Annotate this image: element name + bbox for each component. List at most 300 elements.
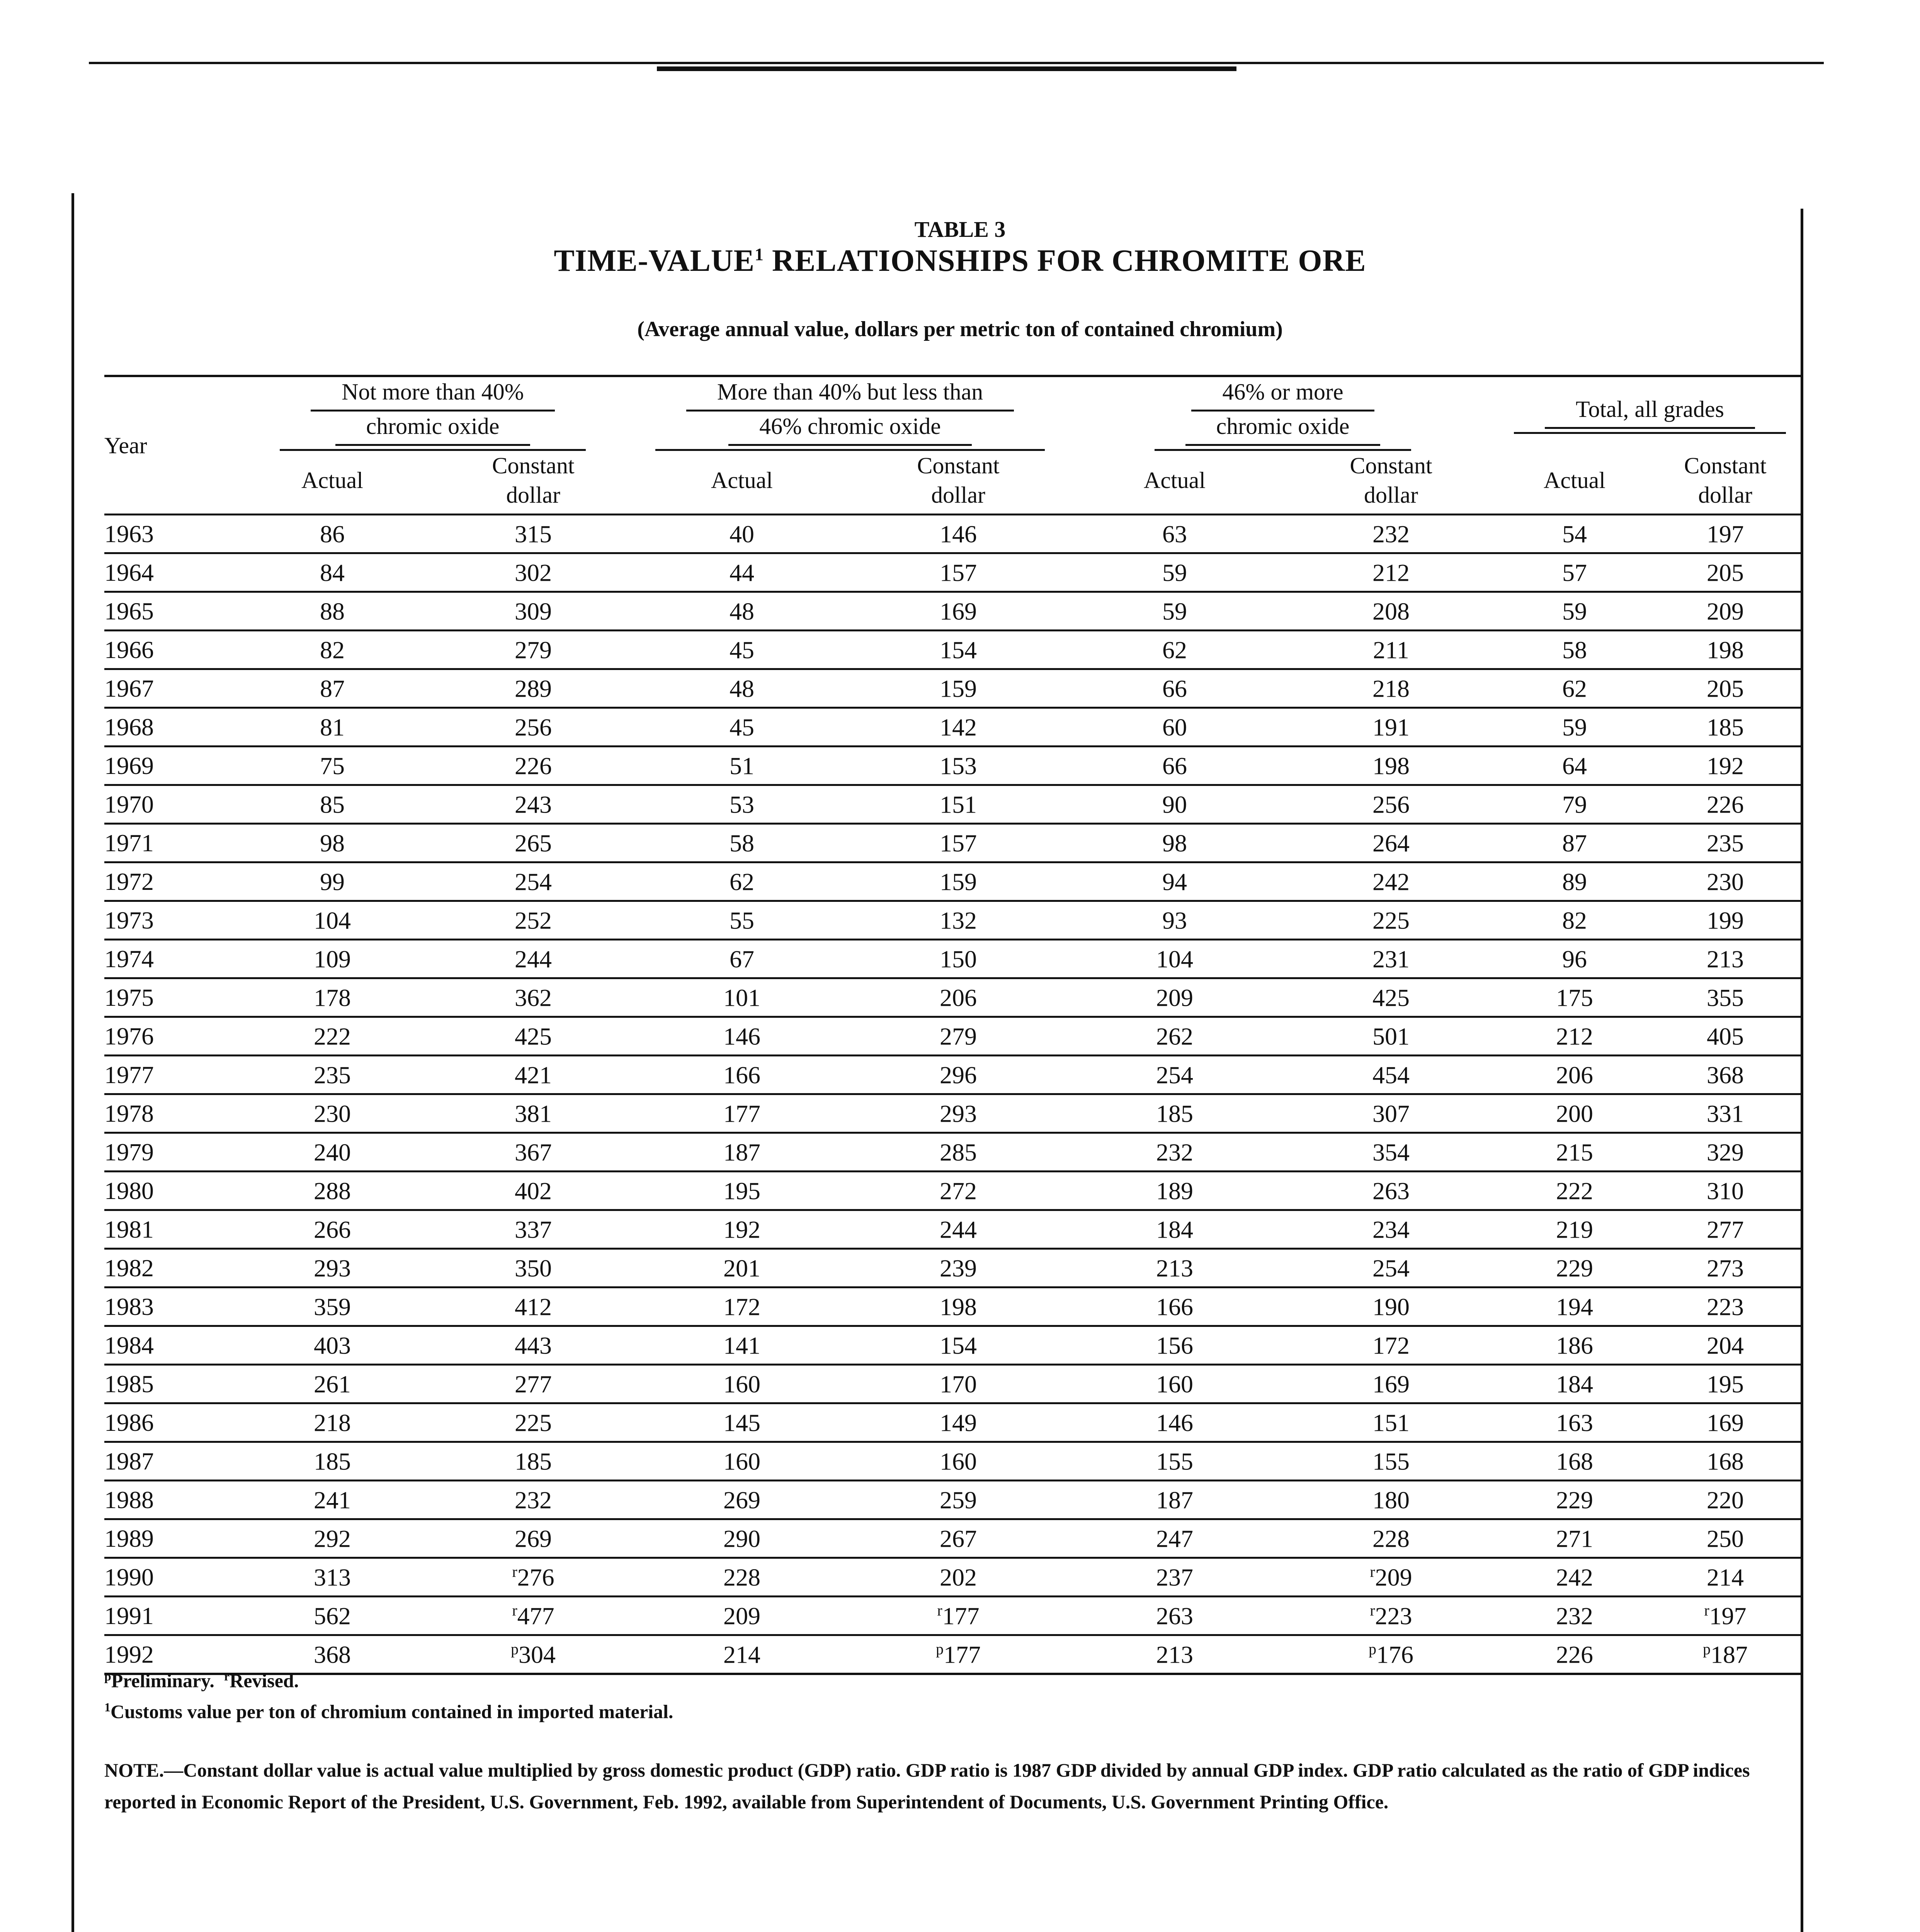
value-text: 159 bbox=[940, 868, 977, 896]
value-text: 62 bbox=[730, 868, 754, 896]
value-text: 239 bbox=[940, 1254, 977, 1282]
value-text: 425 bbox=[1372, 984, 1410, 1012]
value-cell bbox=[1499, 747, 1650, 785]
value-text: 90 bbox=[1162, 791, 1187, 818]
table-label: TABLE 3 bbox=[914, 217, 1006, 242]
value-cell bbox=[850, 1249, 1066, 1287]
value-text: 244 bbox=[940, 1216, 977, 1243]
value-text: 199 bbox=[1707, 906, 1744, 934]
value-text: 155 bbox=[1372, 1447, 1410, 1475]
value-text: 157 bbox=[940, 829, 977, 857]
value-text: 185 bbox=[515, 1447, 552, 1475]
value-text: 159 bbox=[940, 675, 977, 702]
value-text: 187 bbox=[1156, 1486, 1193, 1514]
value-cell bbox=[433, 553, 634, 592]
value-cell bbox=[1066, 978, 1283, 1017]
year-cell: 1967 bbox=[104, 669, 232, 708]
value-cell bbox=[850, 1442, 1066, 1481]
table-row bbox=[104, 1481, 1801, 1519]
value-text: 264 bbox=[1372, 829, 1410, 857]
value-cell bbox=[634, 1481, 850, 1519]
value-text: 443 bbox=[515, 1332, 552, 1359]
actual-header: Actual bbox=[711, 468, 773, 493]
value-text: 99 bbox=[320, 868, 345, 896]
value-cell bbox=[1066, 1326, 1283, 1365]
value-cell bbox=[232, 553, 433, 592]
value-cell bbox=[1650, 1326, 1801, 1365]
value-cell bbox=[1283, 1635, 1499, 1674]
table-row bbox=[104, 1519, 1801, 1558]
value-cell bbox=[850, 592, 1066, 631]
value-cell bbox=[1499, 824, 1650, 862]
actual-header: Actual bbox=[301, 468, 363, 493]
value-cell bbox=[1283, 1481, 1499, 1519]
value-cell bbox=[1283, 708, 1499, 747]
value-text: 63 bbox=[1162, 520, 1187, 548]
value-cell bbox=[1283, 1056, 1499, 1094]
value-text: 195 bbox=[1707, 1370, 1744, 1398]
value-cell bbox=[850, 515, 1066, 553]
constant-dollar-header: Constant dollar bbox=[1684, 453, 1767, 508]
value-cell bbox=[1283, 592, 1499, 631]
value-cell bbox=[1650, 1249, 1801, 1287]
value-cell bbox=[433, 631, 634, 669]
value-cell bbox=[1283, 553, 1499, 592]
value-text: 168 bbox=[1556, 1447, 1593, 1475]
value-cell bbox=[850, 631, 1066, 669]
value-cell bbox=[232, 669, 433, 708]
value-cell bbox=[1066, 1094, 1283, 1133]
value-cell bbox=[634, 1519, 850, 1558]
table-row bbox=[104, 592, 1801, 631]
value-text: 350 bbox=[515, 1254, 552, 1282]
value-text: 359 bbox=[314, 1293, 351, 1321]
table-title-footnote-mark: 1 bbox=[755, 244, 764, 264]
value-cell bbox=[634, 708, 850, 747]
value-text: 313 bbox=[314, 1563, 351, 1591]
value-cell bbox=[634, 1442, 850, 1481]
left-margin-bar bbox=[71, 193, 74, 1932]
value-cell bbox=[1499, 785, 1650, 824]
value-text: 195 bbox=[723, 1177, 760, 1205]
value-text: 272 bbox=[940, 1177, 977, 1205]
value-text: 292 bbox=[314, 1525, 351, 1553]
actual-header: Actual bbox=[1544, 468, 1605, 493]
value-text: 232 bbox=[515, 1486, 552, 1514]
value-cell bbox=[850, 553, 1066, 592]
value-cell bbox=[850, 1017, 1066, 1056]
value-cell bbox=[433, 940, 634, 978]
value-cell bbox=[232, 1481, 433, 1519]
value-cell bbox=[433, 1287, 634, 1326]
value-text: 230 bbox=[314, 1100, 351, 1128]
value-cell bbox=[1283, 1365, 1499, 1403]
value-text: 104 bbox=[1156, 945, 1193, 973]
value-cell bbox=[1066, 669, 1283, 708]
value-text: 88 bbox=[320, 597, 345, 625]
value-cell bbox=[433, 1403, 634, 1442]
value-text: 263 bbox=[1372, 1177, 1410, 1205]
value-text: 192 bbox=[1707, 752, 1744, 780]
year-cell: 1990 bbox=[104, 1558, 232, 1597]
value-text: 223 bbox=[1375, 1602, 1412, 1630]
value-cell bbox=[1283, 901, 1499, 940]
value-text: 176 bbox=[1376, 1641, 1413, 1668]
value-cell bbox=[433, 1249, 634, 1287]
value-cell bbox=[634, 940, 850, 978]
value-text: 501 bbox=[1372, 1022, 1410, 1050]
value-cell bbox=[634, 1597, 850, 1635]
value-cell bbox=[1066, 515, 1283, 553]
value-cell bbox=[1066, 862, 1283, 901]
value-cell bbox=[1499, 1558, 1650, 1597]
year-cell: 1978 bbox=[104, 1094, 232, 1133]
table-row bbox=[104, 862, 1801, 901]
value-text: 169 bbox=[940, 597, 977, 625]
value-cell bbox=[1499, 1597, 1650, 1635]
value-cell bbox=[1283, 1017, 1499, 1056]
value-cell bbox=[634, 1635, 850, 1674]
value-cell bbox=[634, 1172, 850, 1210]
value-text: 206 bbox=[940, 984, 977, 1012]
value-text: 214 bbox=[723, 1641, 760, 1668]
value-cell bbox=[232, 515, 433, 553]
year-cell: 1991 bbox=[104, 1597, 232, 1635]
table-row bbox=[104, 1056, 1801, 1094]
value-cell bbox=[850, 1558, 1066, 1597]
value-cell bbox=[433, 1481, 634, 1519]
table-row bbox=[104, 1017, 1801, 1056]
value-cell bbox=[1066, 1017, 1283, 1056]
table-row bbox=[104, 669, 1801, 708]
value-text: 254 bbox=[1156, 1061, 1193, 1089]
year-cell: 1969 bbox=[104, 747, 232, 785]
value-text: 163 bbox=[1556, 1409, 1593, 1437]
value-cell bbox=[232, 1210, 433, 1249]
value-text: 160 bbox=[723, 1370, 760, 1398]
value-cell bbox=[433, 1558, 634, 1597]
value-text: 186 bbox=[1556, 1332, 1593, 1359]
table-row bbox=[104, 1094, 1801, 1133]
value-cell bbox=[232, 631, 433, 669]
table-row bbox=[104, 901, 1801, 940]
value-cell bbox=[1499, 553, 1650, 592]
table-row bbox=[104, 1133, 1801, 1172]
value-text: 315 bbox=[515, 520, 552, 548]
value-cell bbox=[850, 1365, 1066, 1403]
value-cell bbox=[433, 785, 634, 824]
value-text: 202 bbox=[940, 1563, 977, 1591]
value-text: 228 bbox=[1372, 1525, 1410, 1553]
year-cell: 1966 bbox=[104, 631, 232, 669]
value-cell bbox=[433, 1326, 634, 1365]
value-cell bbox=[1283, 631, 1499, 669]
value-cell bbox=[1283, 1519, 1499, 1558]
year-cell: 1965 bbox=[104, 592, 232, 631]
value-cell bbox=[1499, 1133, 1650, 1172]
value-cell bbox=[1283, 1094, 1499, 1133]
value-text: 154 bbox=[940, 636, 977, 664]
value-cell bbox=[634, 1017, 850, 1056]
value-text: 235 bbox=[314, 1061, 351, 1089]
value-cell bbox=[1283, 978, 1499, 1017]
value-text: 184 bbox=[1556, 1370, 1593, 1398]
value-cell bbox=[634, 978, 850, 1017]
footnote-mark: p bbox=[1703, 1640, 1711, 1658]
value-text: 208 bbox=[1372, 597, 1410, 625]
value-cell bbox=[634, 1056, 850, 1094]
year-cell: 1980 bbox=[104, 1172, 232, 1210]
value-text: 79 bbox=[1562, 791, 1587, 818]
value-text: 151 bbox=[1372, 1409, 1410, 1437]
year-cell: 1968 bbox=[104, 708, 232, 747]
value-text: 89 bbox=[1562, 868, 1587, 896]
value-cell bbox=[1066, 824, 1283, 862]
value-cell bbox=[634, 785, 850, 824]
value-text: 229 bbox=[1556, 1254, 1593, 1282]
value-cell bbox=[850, 1287, 1066, 1326]
value-cell bbox=[433, 1519, 634, 1558]
value-cell bbox=[433, 1172, 634, 1210]
value-cell bbox=[850, 1094, 1066, 1133]
footnote-mark: p bbox=[511, 1640, 519, 1658]
value-cell bbox=[232, 940, 433, 978]
table-row bbox=[104, 708, 1801, 747]
value-cell bbox=[1066, 1519, 1283, 1558]
table-subtitle: (Average annual value, dollars per metric ton of contained chromium) bbox=[637, 317, 1283, 341]
value-cell bbox=[1066, 1287, 1283, 1326]
value-text: 209 bbox=[1375, 1563, 1412, 1591]
value-text: 209 bbox=[723, 1602, 760, 1630]
value-text: 296 bbox=[940, 1061, 977, 1089]
value-cell bbox=[634, 1287, 850, 1326]
value-text: 212 bbox=[1556, 1022, 1593, 1050]
value-text: 223 bbox=[1707, 1293, 1744, 1321]
value-cell bbox=[433, 1365, 634, 1403]
footnote-mark: r bbox=[937, 1601, 942, 1619]
value-cell bbox=[850, 669, 1066, 708]
value-cell bbox=[850, 785, 1066, 824]
value-cell bbox=[232, 824, 433, 862]
value-text: 59 bbox=[1562, 597, 1587, 625]
value-text: 259 bbox=[940, 1486, 977, 1514]
value-cell bbox=[850, 1056, 1066, 1094]
value-text: 211 bbox=[1373, 636, 1409, 664]
value-text: 263 bbox=[1156, 1602, 1193, 1630]
year-cell: 1983 bbox=[104, 1287, 232, 1326]
value-cell bbox=[1283, 1558, 1499, 1597]
year-cell: 1985 bbox=[104, 1365, 232, 1403]
value-text: 154 bbox=[940, 1332, 977, 1359]
value-cell bbox=[634, 1558, 850, 1597]
value-text: 204 bbox=[1707, 1332, 1744, 1359]
value-text: 234 bbox=[1372, 1216, 1410, 1243]
value-cell bbox=[1066, 631, 1283, 669]
table-row bbox=[104, 1172, 1801, 1210]
value-cell bbox=[232, 862, 433, 901]
value-cell bbox=[1066, 901, 1283, 940]
group-header-total: Total, all grades bbox=[1499, 376, 1801, 451]
value-cell bbox=[1499, 515, 1650, 553]
value-cell bbox=[1499, 1365, 1650, 1403]
value-text: 261 bbox=[314, 1370, 351, 1398]
value-cell bbox=[1283, 1326, 1499, 1365]
value-text: 166 bbox=[1156, 1293, 1193, 1321]
value-text: 178 bbox=[314, 984, 351, 1012]
value-text: 185 bbox=[314, 1447, 351, 1475]
value-text: 82 bbox=[1562, 906, 1587, 934]
value-text: 66 bbox=[1162, 675, 1187, 702]
value-text: 218 bbox=[314, 1409, 351, 1437]
value-cell bbox=[1650, 978, 1801, 1017]
value-text: 337 bbox=[515, 1216, 552, 1243]
value-cell bbox=[1650, 1172, 1801, 1210]
year-cell: 1964 bbox=[104, 553, 232, 592]
value-cell bbox=[1499, 862, 1650, 901]
value-cell bbox=[1066, 1635, 1283, 1674]
value-cell bbox=[433, 1597, 634, 1635]
value-cell bbox=[1499, 1056, 1650, 1094]
value-text: 94 bbox=[1162, 868, 1187, 896]
value-text: 54 bbox=[1562, 520, 1587, 548]
value-text: 55 bbox=[730, 906, 754, 934]
value-text: 109 bbox=[314, 945, 351, 973]
value-cell bbox=[1650, 747, 1801, 785]
value-text: 218 bbox=[1372, 675, 1410, 702]
constant-dollar-header: Constant dollar bbox=[917, 453, 1000, 508]
value-text: 215 bbox=[1556, 1138, 1593, 1166]
value-cell bbox=[634, 747, 850, 785]
value-cell bbox=[1066, 1249, 1283, 1287]
value-text: 201 bbox=[723, 1254, 760, 1282]
value-text: 302 bbox=[515, 559, 552, 587]
value-text: 293 bbox=[940, 1100, 977, 1128]
value-cell bbox=[1650, 1094, 1801, 1133]
value-cell bbox=[1650, 1597, 1801, 1635]
top-rule-accent bbox=[657, 66, 1236, 71]
value-cell bbox=[433, 669, 634, 708]
value-cell bbox=[232, 1094, 433, 1133]
value-cell bbox=[1283, 1172, 1499, 1210]
value-cell bbox=[850, 747, 1066, 785]
note-paragraph: NOTE.—Constant dollar value is actual value multiplied by gross domestic product (GDP) ratio. GDP ratio is 1987 GDP divided by annual GDP index. GDP ratio calculated as the ratio of GDP indices reported in Economic Report of the President, U.S. Government, Feb. 1992, available from Superintendent of Documents, U.S. Government Printing Office. bbox=[104, 1759, 1750, 1813]
table-row bbox=[104, 553, 1801, 592]
value-text: 198 bbox=[940, 1293, 977, 1321]
value-cell bbox=[1650, 1635, 1801, 1674]
year-cell: 1984 bbox=[104, 1326, 232, 1365]
footnote-mark: r bbox=[1370, 1563, 1375, 1580]
value-cell bbox=[1283, 515, 1499, 553]
value-text: 219 bbox=[1556, 1216, 1593, 1243]
value-text: 160 bbox=[723, 1447, 760, 1475]
value-text: 59 bbox=[1162, 597, 1187, 625]
value-text: 235 bbox=[1707, 829, 1744, 857]
value-text: 153 bbox=[940, 752, 977, 780]
value-cell bbox=[1499, 1249, 1650, 1287]
value-cell bbox=[1066, 1056, 1283, 1094]
value-text: 289 bbox=[515, 675, 552, 702]
value-text: 242 bbox=[1372, 868, 1410, 896]
value-cell bbox=[1283, 940, 1499, 978]
value-text: 454 bbox=[1372, 1061, 1410, 1089]
value-text: 86 bbox=[320, 520, 345, 548]
value-text: 146 bbox=[940, 520, 977, 548]
sub-header-row bbox=[104, 451, 1801, 515]
value-cell bbox=[232, 708, 433, 747]
value-cell bbox=[1650, 901, 1801, 940]
value-cell bbox=[634, 901, 850, 940]
value-cell bbox=[634, 1326, 850, 1365]
value-cell bbox=[1650, 1519, 1801, 1558]
table-row bbox=[104, 1442, 1801, 1481]
value-cell bbox=[1499, 901, 1650, 940]
value-text: 254 bbox=[515, 868, 552, 896]
value-text: 265 bbox=[515, 829, 552, 857]
value-text: 402 bbox=[515, 1177, 552, 1205]
value-text: 200 bbox=[1556, 1100, 1593, 1128]
value-cell bbox=[1650, 1365, 1801, 1403]
value-text: 269 bbox=[723, 1486, 760, 1514]
value-text: 354 bbox=[1372, 1138, 1410, 1166]
value-text: 230 bbox=[1707, 868, 1744, 896]
value-cell bbox=[232, 901, 433, 940]
value-text: 212 bbox=[1372, 559, 1410, 587]
value-cell bbox=[1650, 631, 1801, 669]
value-cell bbox=[1066, 708, 1283, 747]
value-cell bbox=[232, 592, 433, 631]
value-cell bbox=[433, 708, 634, 747]
value-cell bbox=[232, 747, 433, 785]
value-text: 403 bbox=[314, 1332, 351, 1359]
value-text: 82 bbox=[320, 636, 345, 664]
value-text: 273 bbox=[1707, 1254, 1744, 1282]
value-text: 45 bbox=[730, 713, 754, 741]
value-text: 279 bbox=[940, 1022, 977, 1050]
value-cell bbox=[1283, 1287, 1499, 1326]
table-row bbox=[104, 1558, 1801, 1597]
value-text: 168 bbox=[1707, 1447, 1744, 1475]
value-cell bbox=[1650, 862, 1801, 901]
value-text: 307 bbox=[1372, 1100, 1410, 1128]
footnote-mark: p bbox=[1369, 1640, 1376, 1658]
value-text: 172 bbox=[723, 1293, 760, 1321]
value-cell bbox=[634, 669, 850, 708]
value-text: 177 bbox=[942, 1602, 980, 1630]
value-text: 194 bbox=[1556, 1293, 1593, 1321]
value-text: 177 bbox=[944, 1641, 981, 1668]
value-text: 367 bbox=[515, 1138, 552, 1166]
value-text: 155 bbox=[1156, 1447, 1193, 1475]
value-text: 226 bbox=[1707, 791, 1744, 818]
value-text: 226 bbox=[1556, 1641, 1593, 1668]
value-cell bbox=[1066, 592, 1283, 631]
value-cell bbox=[1066, 747, 1283, 785]
footnote-mark: p bbox=[936, 1640, 944, 1658]
value-cell bbox=[1066, 1172, 1283, 1210]
value-cell bbox=[1066, 1442, 1283, 1481]
value-cell bbox=[433, 1094, 634, 1133]
value-cell bbox=[1650, 940, 1801, 978]
value-text: 214 bbox=[1707, 1563, 1744, 1591]
value-text: 141 bbox=[723, 1332, 760, 1359]
value-cell bbox=[1650, 1403, 1801, 1442]
year-cell: 1974 bbox=[104, 940, 232, 978]
group-header-40-to-46: More than 40% but less than 46% chromic oxide bbox=[634, 376, 1066, 451]
value-cell bbox=[1066, 1558, 1283, 1597]
value-cell bbox=[634, 1249, 850, 1287]
value-text: 98 bbox=[320, 829, 345, 857]
value-cell bbox=[1283, 1133, 1499, 1172]
